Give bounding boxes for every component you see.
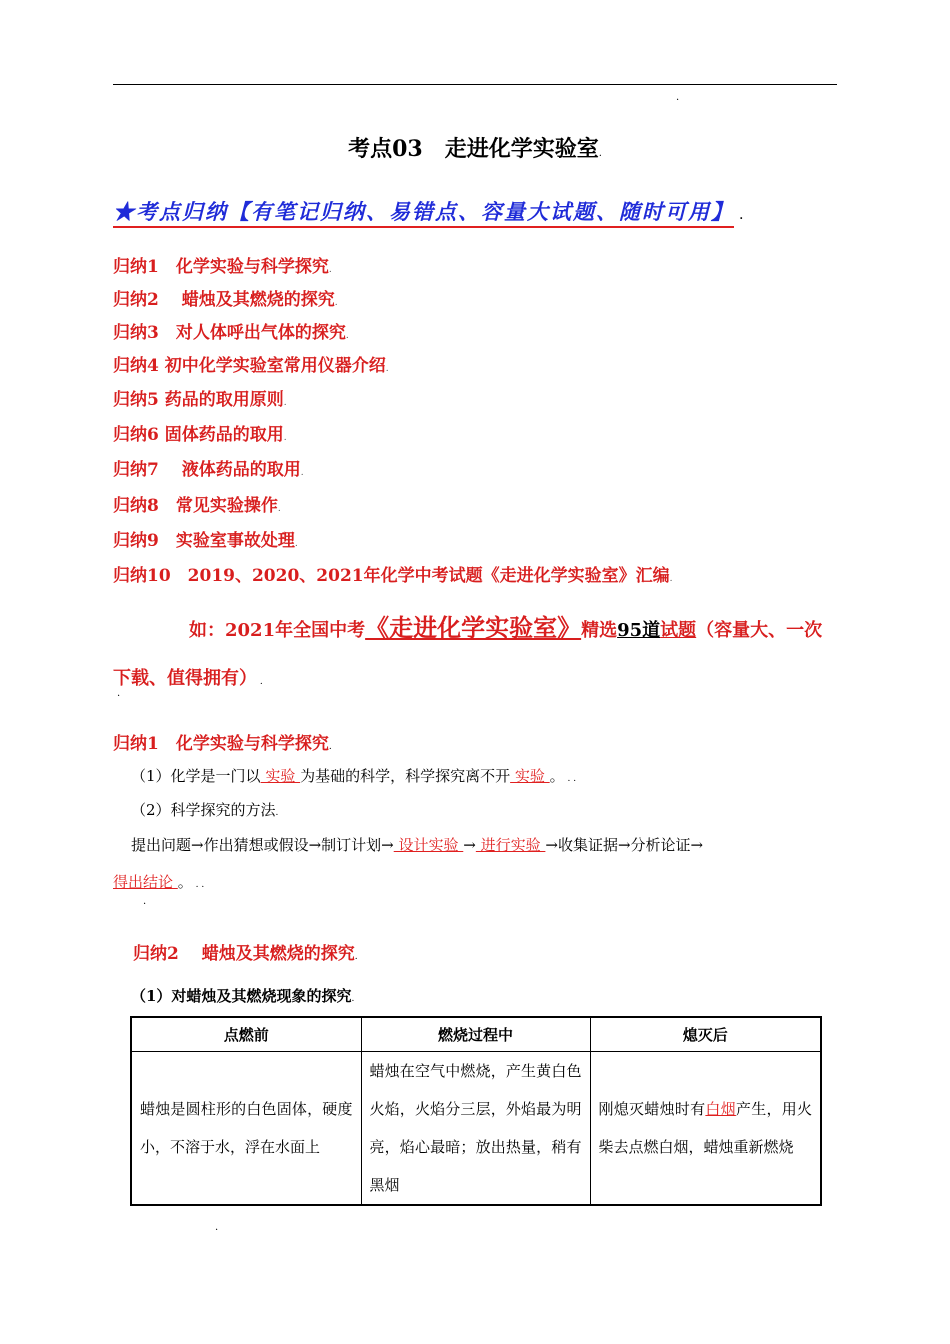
toc-item: 归纳4 初中化学实验室常用仪器介绍.: [113, 356, 389, 376]
banner: ★考点归纳【有笔记归纳、易错点、容量大试题、随时可用】 .: [113, 196, 745, 226]
table-row: [131, 1052, 821, 1206]
answer-blank: 进行实验: [475, 836, 546, 854]
toc-item: 归纳2 蜡烛及其燃烧的探究.: [113, 290, 338, 310]
paragraph-mark: .: [676, 92, 680, 103]
cell-before: 蜡烛是圆柱形的白色固体，硬度小，不溶于水，浮在水面上: [131, 1052, 361, 1206]
candle-table: [130, 1016, 822, 1206]
toc-item: 归纳1 化学实验与科学探究.: [113, 257, 332, 277]
section1-p3: 提出问题→作出猜想或假设→制订计划→ 设计实验 → 进行实验 →收集证据→分析论证→: [131, 836, 704, 854]
section2-subheading: （1）对蜡烛及其燃烧现象的探究.: [131, 987, 355, 1005]
section2-heading: 归纳2 蜡烛及其燃烧的探究.: [133, 944, 358, 964]
answer-blank: 设计实验: [393, 836, 464, 854]
toc-list: [113, 252, 672, 596]
toc-item: 归纳10 2019、2020、2021年化学中考试题《走进化学实验室》汇编.: [113, 566, 673, 586]
section1-heading: 归纳1 化学实验与科学探究.: [113, 734, 332, 754]
toc-item: 归纳8 常见实验操作.: [113, 496, 281, 516]
section1-p2: （2）科学探究的方法.: [131, 801, 279, 819]
cell-during: 蜡烛在空气中燃烧，产生黄白色火焰，火焰分三层，外焰最为明亮，焰心最暗；放出热量，稍有黑烟: [361, 1052, 590, 1206]
section1-p1: （1）化学是一门以 实验 为基础的科学，科学探究离不开 实验 。 . .: [131, 767, 577, 785]
paragraph-mark: .: [117, 688, 121, 699]
toc-item: 归纳5 药品的取用原则.: [113, 390, 287, 410]
paragraph-mark: .: [143, 896, 147, 907]
paragraph-mark: .: [215, 1222, 219, 1233]
example-note: 如：2021年全国中考《走进化学实验室》精选95道试题（容量大、一次下载、值得拥有） .: [113, 613, 823, 689]
header-during: 燃烧过程中: [361, 1017, 590, 1052]
answer-blank: 得出结论: [113, 873, 178, 891]
example-link[interactable]: 《走进化学实验室》: [365, 613, 582, 642]
page-title: 考点03 走进化学实验室.: [348, 136, 602, 162]
cell-after: 刚熄灭蜡烛时有白烟产生，用火柴去点燃白烟，蜡烛重新燃烧: [590, 1052, 821, 1206]
answer-blank: 实验: [510, 767, 550, 785]
toc-item: 归纳9 实验室事故处理.: [113, 531, 298, 551]
banner-text: ★考点归纳【有笔记归纳、易错点、容量大试题、随时可用】: [113, 199, 734, 228]
toc-item: 归纳3 对人体呼出气体的探究.: [113, 323, 349, 343]
toc-item: 归纳6 固体药品的取用.: [113, 425, 287, 445]
header-before: 点燃前: [131, 1017, 361, 1052]
section1-p4: 得出结论 。 . .: [113, 873, 205, 891]
header-rule: [113, 84, 837, 85]
answer-blank: 实验: [260, 767, 301, 785]
header-after: 熄灭后: [590, 1017, 821, 1052]
table-header-row: [131, 1017, 821, 1052]
toc-item: 归纳7 液体药品的取用.: [113, 460, 304, 480]
